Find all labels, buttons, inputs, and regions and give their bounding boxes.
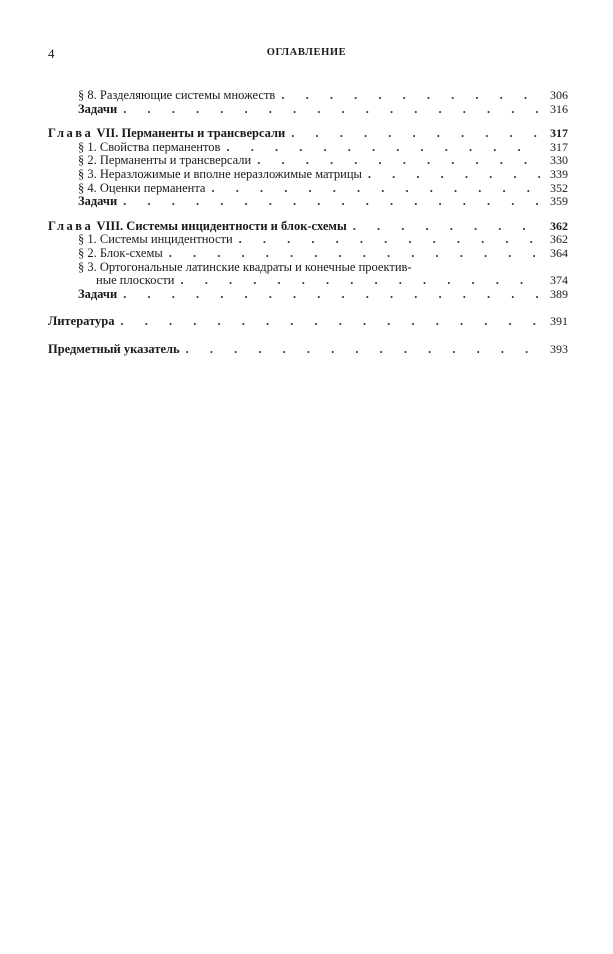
toc-entry-ch8-s1[interactable] bbox=[48, 233, 568, 247]
toc-entry-tasks-ch8[interactable] bbox=[48, 288, 568, 302]
chapter-prefix: Глава bbox=[48, 218, 94, 233]
leader-dots bbox=[281, 89, 540, 103]
toc-entry-ch8-s3-line1[interactable] bbox=[48, 261, 568, 275]
toc-entry-title: Предметный указатель bbox=[48, 341, 180, 356]
leader-dots bbox=[123, 103, 540, 117]
toc-entry-title: Задачи bbox=[78, 286, 118, 301]
toc-entry-title: § 8. Разделяющие системы множеств bbox=[78, 88, 276, 102]
leader-dots bbox=[211, 182, 540, 196]
toc-entry-page: 389 bbox=[550, 286, 568, 301]
toc-entry-title: Задачи bbox=[78, 101, 118, 116]
toc-entry-ch7-s2[interactable] bbox=[48, 154, 568, 168]
toc-entry-page: 393 bbox=[550, 341, 568, 356]
toc-entry-page: 362 bbox=[550, 232, 568, 247]
toc-entry-title: § 1. Свойства перманентов bbox=[78, 139, 221, 154]
toc-chapter-title bbox=[48, 220, 347, 234]
toc-entry-page: 317 bbox=[550, 139, 568, 154]
toc-entry-tasks-ch7[interactable] bbox=[48, 195, 568, 209]
toc-entry-title: § 4. Оценки перманента bbox=[78, 180, 206, 195]
chapter-name: VIII. Системы инцидентности и блок-схемы bbox=[96, 218, 347, 233]
toc-chapter-8[interactable] bbox=[48, 220, 568, 234]
toc-entry-ch8-s3-line2[interactable] bbox=[48, 274, 568, 288]
toc-entry-page: 362 bbox=[550, 218, 568, 233]
toc-entry-ch8-s2[interactable] bbox=[48, 247, 568, 261]
table-of-contents bbox=[48, 89, 568, 357]
page-number: 4 bbox=[48, 46, 55, 61]
toc-chapter-title bbox=[48, 127, 285, 141]
toc-entry-page: 339 bbox=[550, 166, 568, 181]
leader-dots bbox=[123, 195, 540, 209]
toc-entry-page: 374 bbox=[550, 273, 568, 288]
running-title: ОГЛАВЛЕНИЕ bbox=[266, 47, 347, 58]
toc-entry-page: 316 bbox=[550, 101, 568, 116]
toc-entry-page: 317 bbox=[550, 126, 568, 141]
leader-dots bbox=[123, 288, 540, 302]
toc-entry-title: § 2. Блок-схемы bbox=[78, 245, 163, 260]
leader-dots bbox=[186, 343, 540, 357]
toc-entry-subject-index[interactable] bbox=[48, 343, 568, 357]
leader-dots bbox=[257, 154, 540, 168]
toc-entry-ch7-s3[interactable] bbox=[48, 168, 568, 182]
leader-dots bbox=[181, 274, 541, 288]
leader-dots bbox=[368, 168, 540, 182]
toc-entry-page: 330 bbox=[550, 153, 568, 168]
toc-entry-title: § 3. Ортогональные латинские квадраты и конечные проектив- bbox=[78, 259, 412, 274]
toc-entry-title: § 2. Перманенты и трансверсали bbox=[78, 153, 252, 168]
page-header bbox=[0, 46, 613, 64]
toc-entry-title: Задачи bbox=[78, 194, 118, 209]
toc-chapter-7[interactable] bbox=[48, 127, 568, 141]
toc-entry-title-continued: ные плоскости bbox=[96, 273, 175, 288]
toc-entry-section-8[interactable] bbox=[48, 89, 568, 103]
leader-dots bbox=[353, 220, 540, 234]
toc-entry-page: 359 bbox=[550, 194, 568, 209]
toc-entry-title: § 3. Неразложимые и вполне неразложимые матрицы bbox=[78, 166, 362, 181]
toc-entry-title: Литература bbox=[48, 314, 115, 329]
toc-entry-page: 391 bbox=[550, 314, 568, 329]
leader-dots bbox=[121, 315, 540, 329]
leader-dots bbox=[226, 141, 540, 155]
toc-entry-ch7-s1[interactable] bbox=[48, 141, 568, 155]
toc-entry-ch7-s4[interactable] bbox=[48, 182, 568, 196]
toc-entry-page: 352 bbox=[550, 180, 568, 195]
leader-dots bbox=[239, 233, 540, 247]
toc-entry-literature[interactable] bbox=[48, 315, 568, 329]
toc-entry-title: § 1. Системы инцидентности bbox=[78, 232, 233, 247]
leader-dots bbox=[291, 127, 540, 141]
chapter-name: VII. Перманенты и трансверсали bbox=[96, 126, 286, 141]
chapter-prefix: Глава bbox=[48, 126, 94, 141]
toc-entry-page: 306 bbox=[550, 88, 568, 102]
leader-dots bbox=[169, 247, 540, 261]
toc-entry-page: 364 bbox=[550, 245, 568, 260]
toc-entry-tasks-ch6[interactable] bbox=[48, 103, 568, 117]
